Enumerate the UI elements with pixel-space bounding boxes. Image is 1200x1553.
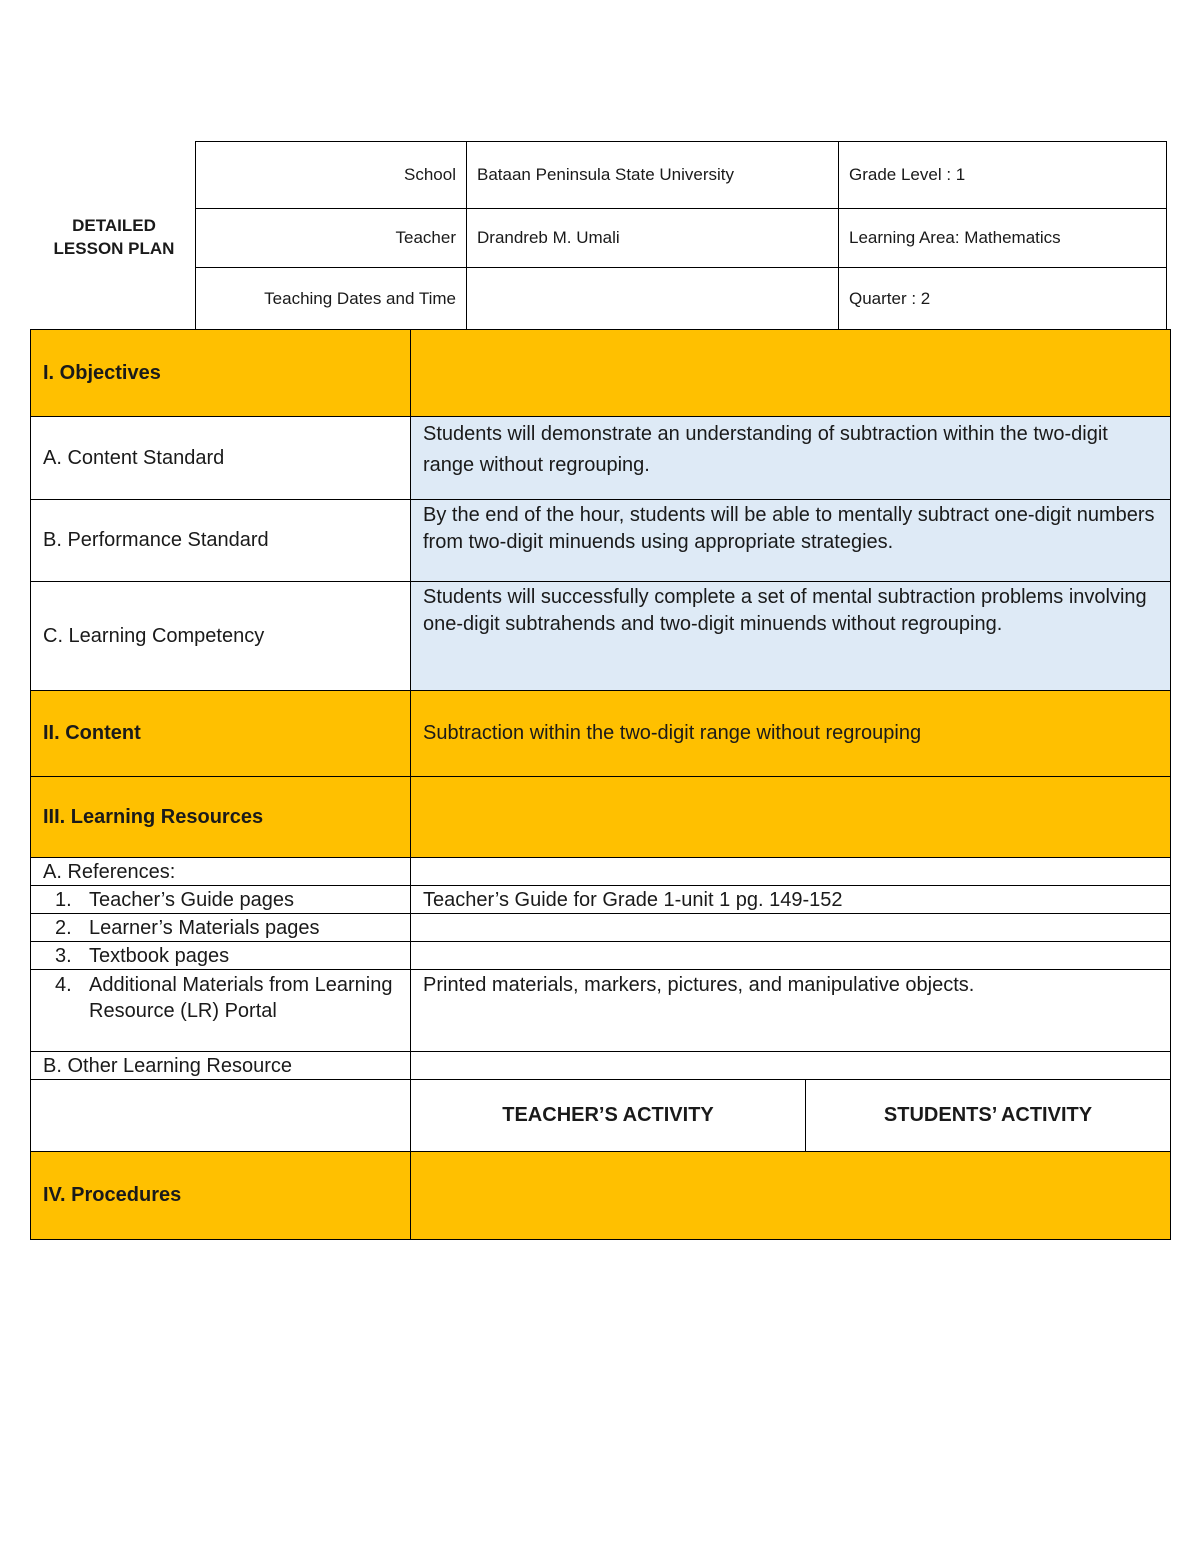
header-table [195,141,1167,330]
reference-item-2: 2. Learner’s Materials pages [31,914,411,942]
students-activity-header: STUDENTS’ ACTIVITY [806,1080,1171,1152]
references-value [411,858,1171,886]
resources-blank [411,777,1171,858]
document-title [30,214,198,260]
procedures-heading: IV. Procedures [31,1152,411,1240]
reference-item-3: 3. Textbook pages [31,942,411,970]
title-line-2: LESSON PLAN [53,239,175,258]
teacher-value: Drandreb M. Umali [467,209,839,268]
title-line-1: DETAILED [72,216,156,235]
school-label: School [196,142,467,209]
reference-item-4-value: Printed materials, markers, pictures, and manipulative objects. [411,970,1171,1052]
reference-item-3-value [411,942,1171,970]
dates-label: Teaching Dates and Time [196,268,467,330]
objectives-blank [411,330,1171,417]
performance-standard-label: B. Performance Standard [31,500,411,582]
content-value: Subtraction within the two-digit range without regrouping [411,691,1171,777]
grade-level: Grade Level : 1 [839,142,1167,209]
content-heading: II. Content [31,691,411,777]
lesson-plan-table [30,329,1171,1240]
learning-competency-label: C. Learning Competency [31,582,411,691]
teacher-label: Teacher [196,209,467,268]
school-value: Bataan Peninsula State University [467,142,839,209]
resources-heading: III. Learning Resources [31,777,411,858]
reference-item-2-value [411,914,1171,942]
learning-competency-value: Students will successfully complete a set of mental subtraction problems involving one-digit subtrahends and two-digit minuends without regrouping. [411,582,1171,691]
learning-area: Learning Area: Mathematics [839,209,1167,268]
activity-blank [31,1080,411,1152]
content-standard-value: Students will demonstrate an understanding of subtraction within the two-digit range without regrouping. [411,417,1171,500]
reference-item-1-value: Teacher’s Guide for Grade 1-unit 1 pg. 149-152 [411,886,1171,914]
dates-value [467,268,839,330]
other-resource-value [411,1052,1171,1080]
references-label: A. References: [31,858,411,886]
other-resource-label: B. Other Learning Resource [31,1052,411,1080]
objectives-heading: I. Objectives [31,330,411,417]
performance-standard-value: By the end of the hour, students will be able to mentally subtract one-digit numbers from two-digit minuends using appropriate strategies. [411,500,1171,582]
reference-item-4: 4. Additional Materials from Learning Resource (LR) Portal [31,970,411,1052]
procedures-blank [411,1152,1171,1240]
reference-item-1: 1. Teacher’s Guide pages [31,886,411,914]
quarter: Quarter : 2 [839,268,1167,330]
teacher-activity-header: TEACHER’S ACTIVITY [411,1080,806,1152]
content-standard-label: A. Content Standard [31,417,411,500]
